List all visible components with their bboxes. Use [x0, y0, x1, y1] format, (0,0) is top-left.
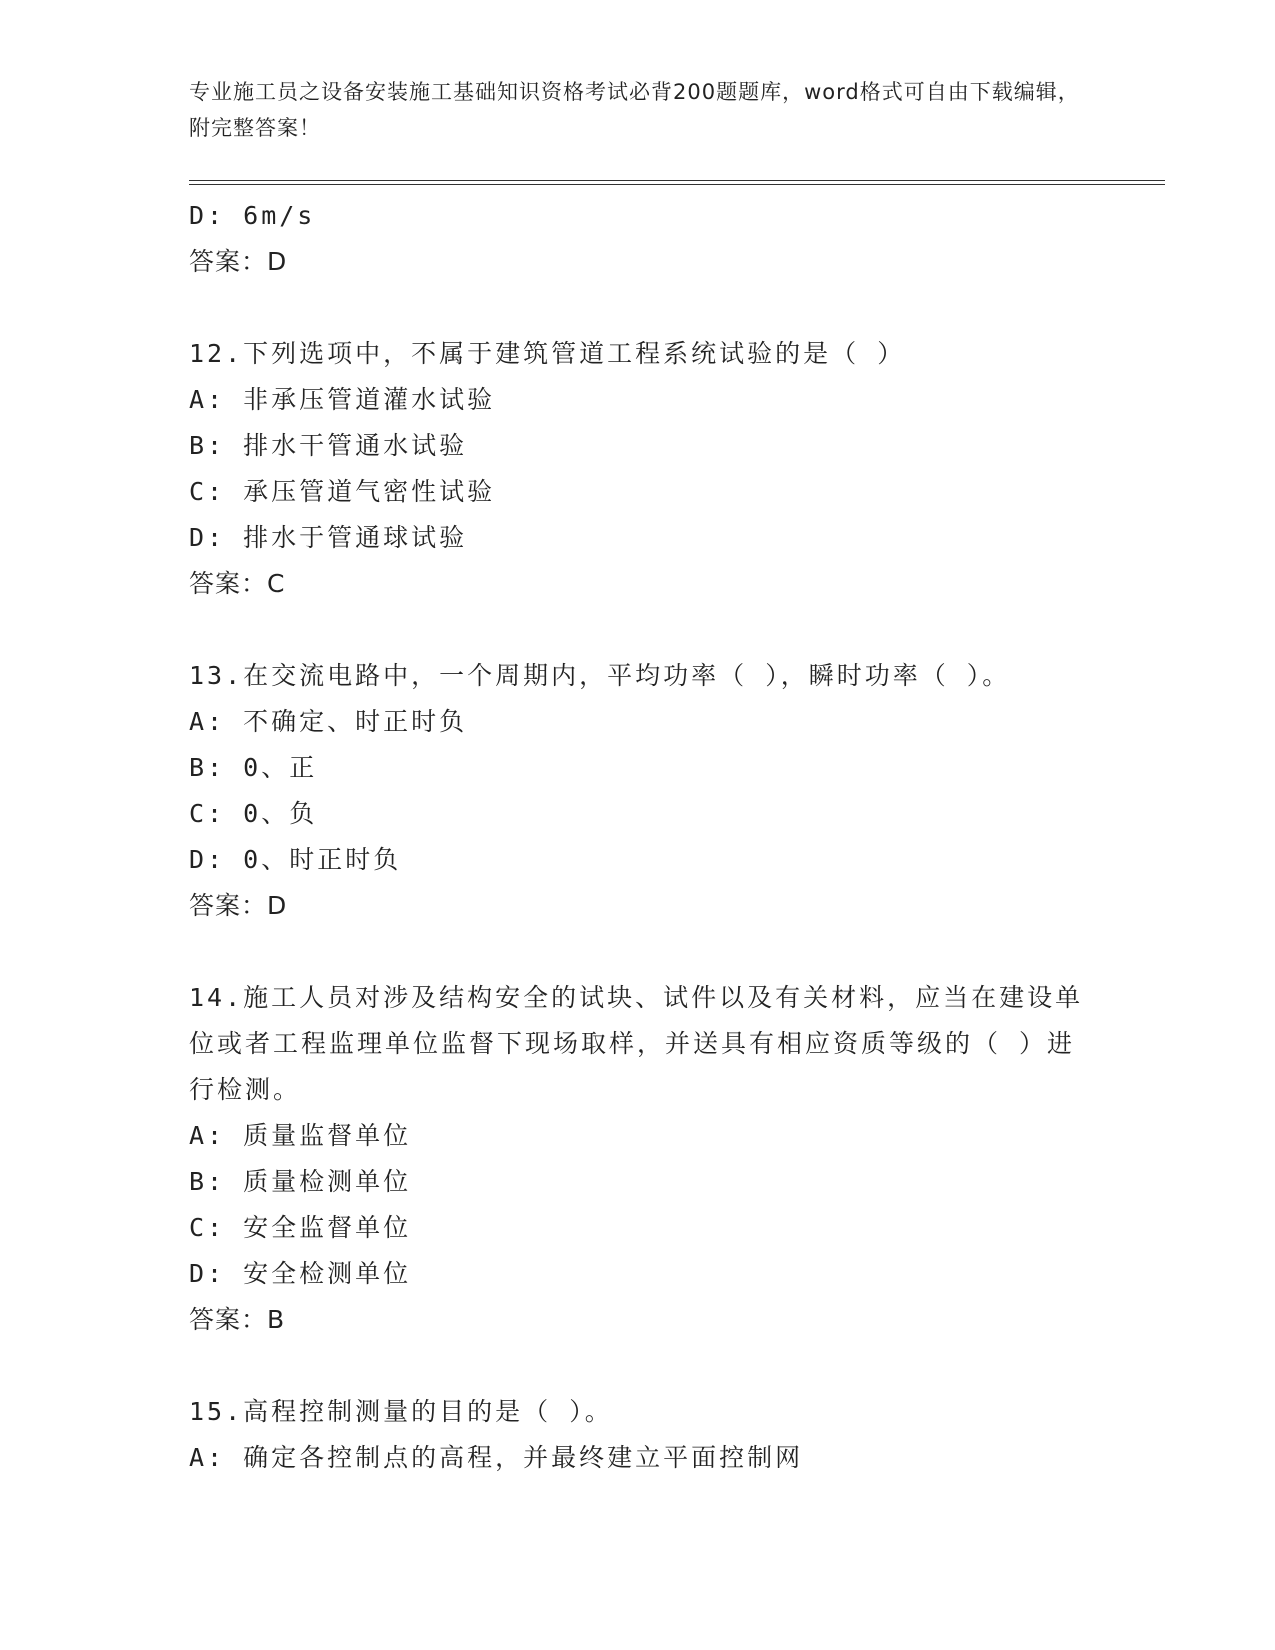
option-a: A: 确定各控制点的高程，并最终建立平面控制网: [189, 1443, 804, 1472]
question-block-12: [189, 331, 1089, 607]
document-header: [189, 74, 1089, 146]
question-text: 12.下列选项中，不属于建筑管道工程系统试验的是（ ）: [189, 339, 906, 368]
header-divider-bottom: [189, 184, 1165, 185]
option-a: A: 不确定、时正时负: [189, 707, 468, 736]
spacer: [189, 285, 1089, 331]
answer: 答案：D: [189, 247, 288, 276]
question-block-14: [189, 975, 1089, 1343]
option-a: A: 非承压管道灌水试验: [189, 385, 496, 414]
question-text: 14.施工人员对涉及结构安全的试块、试件以及有关材料，应当在建设单位或者工程监理单位监督下现场取样，并送具有相应资质等级的（ ）进行检测。: [189, 983, 1084, 1104]
option-b: B: 排水干管通水试验: [189, 431, 468, 460]
question-text: 13.在交流电路中，一个周期内，平均功率（ ），瞬时功率（ ）。: [189, 661, 1011, 690]
answer: 答案：C: [189, 569, 286, 598]
spacer: [189, 929, 1089, 975]
option-d: D: 0、时正时负: [189, 845, 402, 874]
answer: 答案：D: [189, 891, 288, 920]
header-title: 专业施工员之设备安装施工基础知识资格考试必背200题题库，word格式可自由下载编辑，附完整答案！: [189, 80, 1080, 140]
option-c: C: 承压管道气密性试验: [189, 477, 496, 506]
answer: 答案：B: [189, 1305, 286, 1334]
option-c: C: 安全监督单位: [189, 1213, 412, 1242]
option-d: D: 6m/s: [189, 201, 316, 230]
header-divider-top: [189, 180, 1165, 181]
option-a: A: 质量监督单位: [189, 1121, 412, 1150]
question-text: 15.高程控制测量的目的是（ ）。: [189, 1397, 613, 1426]
question-block-15: [189, 1389, 1089, 1481]
spacer: [189, 1343, 1089, 1389]
option-d: D: 排水于管通球试验: [189, 523, 468, 552]
question-block-13: [189, 653, 1089, 929]
option-b: B: 0、正: [189, 753, 318, 782]
option-b: B: 质量检测单位: [189, 1167, 412, 1196]
spacer: [189, 607, 1089, 653]
option-d: D: 安全检测单位: [189, 1259, 412, 1288]
question-content: [189, 193, 1089, 1481]
option-c: C: 0、负: [189, 799, 318, 828]
